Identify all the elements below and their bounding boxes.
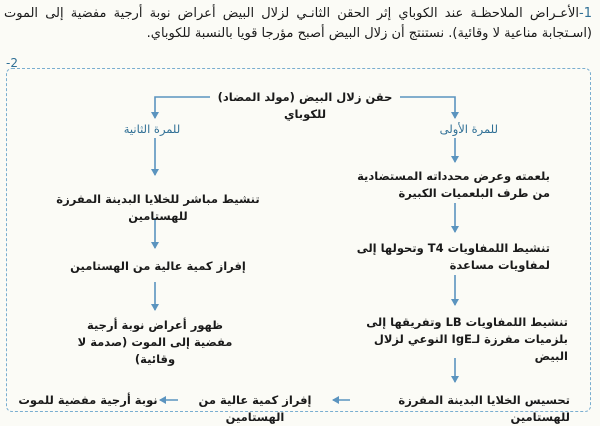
first-step-lb-activation: تنشيط اللمفاويات LB وتفريقها إلى بلزميات مفرزة لـIgE النوعي لزلال البيض	[366, 315, 568, 363]
first-step-phagocytosis: بلعمته وعرض محدداته المستضادية من طرف البلعميات الكبيرة	[357, 169, 550, 200]
bottom-histamine-release: إفراز كمية عالية من الهستامين	[198, 393, 312, 424]
bottom-fatal-allergic-attack: نوبة أرجية مفضية للموت	[18, 393, 158, 407]
question-1-number: 1-	[579, 6, 592, 21]
second-step-histamine-release: إفراز كمية عالية من الهستامين	[70, 259, 246, 273]
question-1-text: الأعـراض الملاحظـة عند الكوباي إثر الحقن الثانـي لزلال البيض أعراض نوبة أرجية مفضية إلى الموت (اسـتجابة مناعية لا وقائية). نستنتج أن زلال البيض أصبح مؤرجا قويا بالنسبة للكوباي.	[4, 6, 592, 41]
first-injection-label: للمرة الأولى	[439, 122, 498, 136]
first-step-t4-activation: تنشيط اللمفاويات T4 وتحولها إلى لمفاويات مساعدة	[356, 241, 550, 272]
first-step-mast-cell-sensitization: تحسيس الخلايا البدينة المفرزة للهستامين	[398, 393, 570, 424]
second-injection-label: للمرة الثانية	[123, 122, 181, 136]
question-2-number: -2	[6, 56, 18, 70]
root-node: حقن زلال البيض (مولد المضاد) للكوباي	[217, 90, 393, 121]
second-step-anaphylaxis: ظهور أعراض نوبة أرجية مفضية إلى الموت (صدمة لا وقائية)	[77, 318, 233, 366]
second-step-mast-cell-activation: تنشيط مباشر للخلايا البدينة المفرزة للهستامين	[56, 192, 260, 223]
